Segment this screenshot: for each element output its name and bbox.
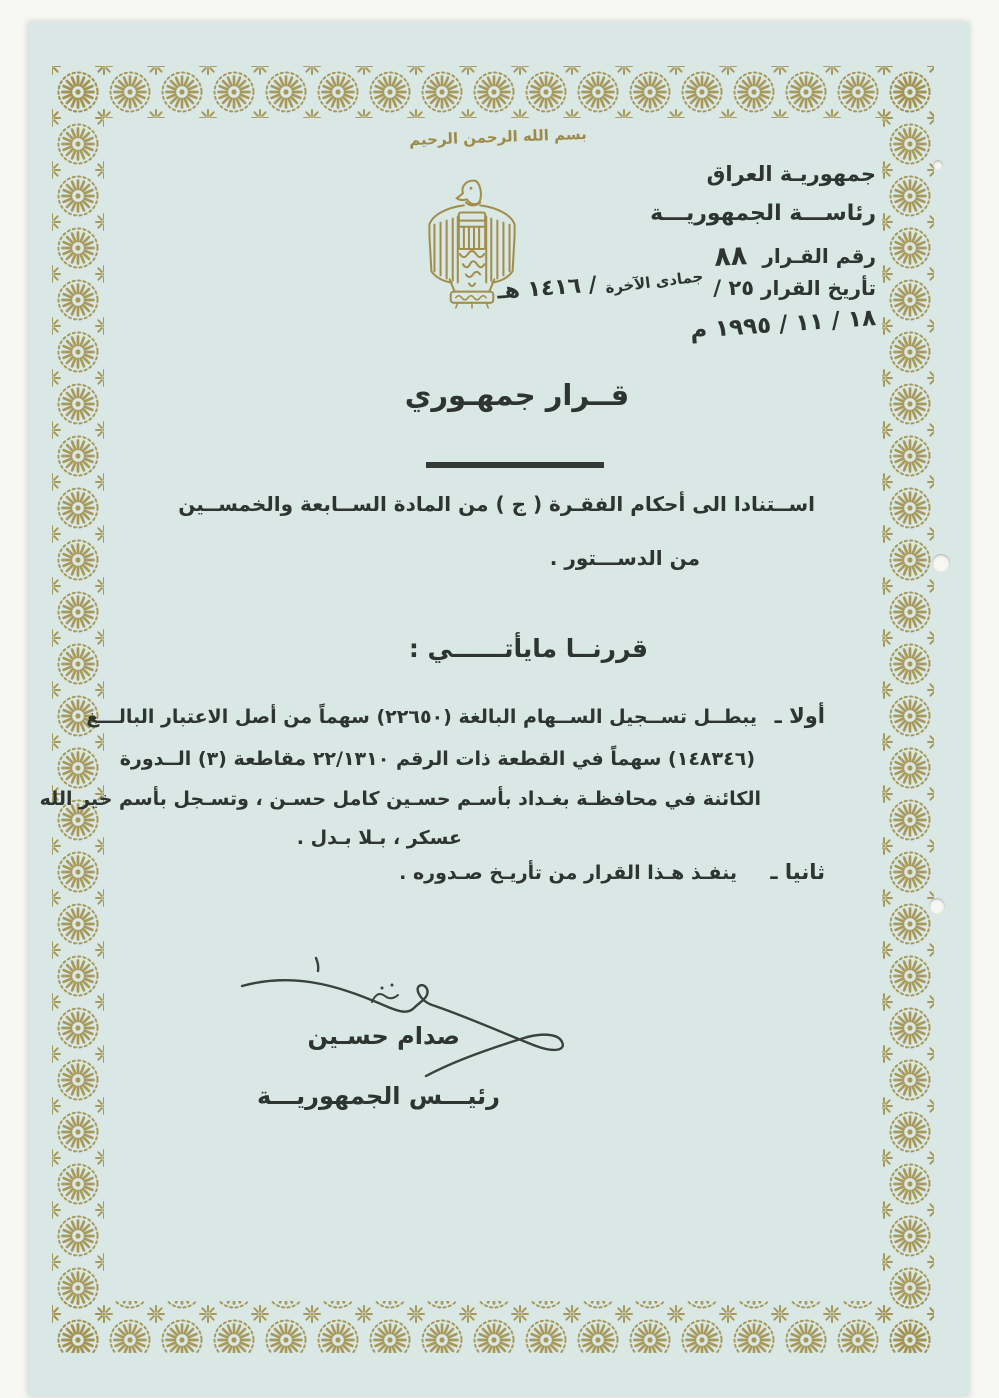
presidential-signature-scribble-icon xyxy=(230,950,580,1090)
decision-date-label: تأريخ القرار xyxy=(761,276,876,300)
decree-intro: قررنــا مايأتــــــي : xyxy=(408,634,648,663)
gregorian-date-handwritten: ١٨ / ١١ / ١٩٩٥ م xyxy=(689,305,877,344)
hijri-day: ٢٥ / xyxy=(713,276,755,300)
signatory-name: صدام حسـين xyxy=(307,1022,460,1050)
decision-number-line xyxy=(497,239,876,273)
preamble-line-2: من الدســـتور . xyxy=(549,546,700,570)
item-1-line-2: (١٤٨٣٤٦) سهماً في القطعة ذات الرقم ٢٢/١٣١٠ مقاطعة (٣) الــدورة xyxy=(119,748,755,770)
preamble-line-1: اســتنادا الى أحكام الفقـرة ( ج ) من المادة الســابعة والخمســين xyxy=(178,492,815,516)
item-1-line-3: الكائنة في محافظـة بغـداد بأسـم حسـين كامل حسـن ، وتسـجل بأسم خير الله xyxy=(39,788,761,810)
decision-number-label: رقم القـرار xyxy=(762,244,876,268)
document-header xyxy=(496,162,877,344)
hijri-year: / ١٤١٦ هـ xyxy=(496,272,598,305)
title-underline xyxy=(426,462,604,468)
hijri-date-line xyxy=(496,267,876,305)
item-1-line-4: عسكر ، بـلا بـدل . xyxy=(296,827,462,849)
item-1-line-1: يبطــل تســجيل الســهام البالغة (٢٢٦٥٠) سهماً من أصل الاعتبار البالـــغ xyxy=(86,706,757,728)
hijri-month-handwritten: جمادى الآخرة xyxy=(604,267,705,297)
item-2-line-1: ينفـذ هـذا القرار من تأريـخ صـدوره . xyxy=(399,862,737,884)
basmala-calligraphy: بسم الله الرحمن الرحيم xyxy=(408,124,588,150)
item-2-label: ثانيا ـ xyxy=(770,860,825,884)
decree-title: قــرار جمهـوري xyxy=(404,378,630,412)
issuer-office: رئاســـة الجمهوريـــة xyxy=(650,201,876,226)
punch-hole xyxy=(933,160,943,170)
item-1-label: أولا ـ xyxy=(774,704,825,728)
punch-hole xyxy=(929,898,945,914)
decision-number-value: ٨٨ xyxy=(713,240,749,273)
punch-hole xyxy=(932,554,950,572)
issuer-country: جمهوريـة العراق xyxy=(706,162,876,186)
signatory-title: رئيـــس الجمهوريـــة xyxy=(256,1082,500,1110)
document-paper xyxy=(28,22,969,1396)
